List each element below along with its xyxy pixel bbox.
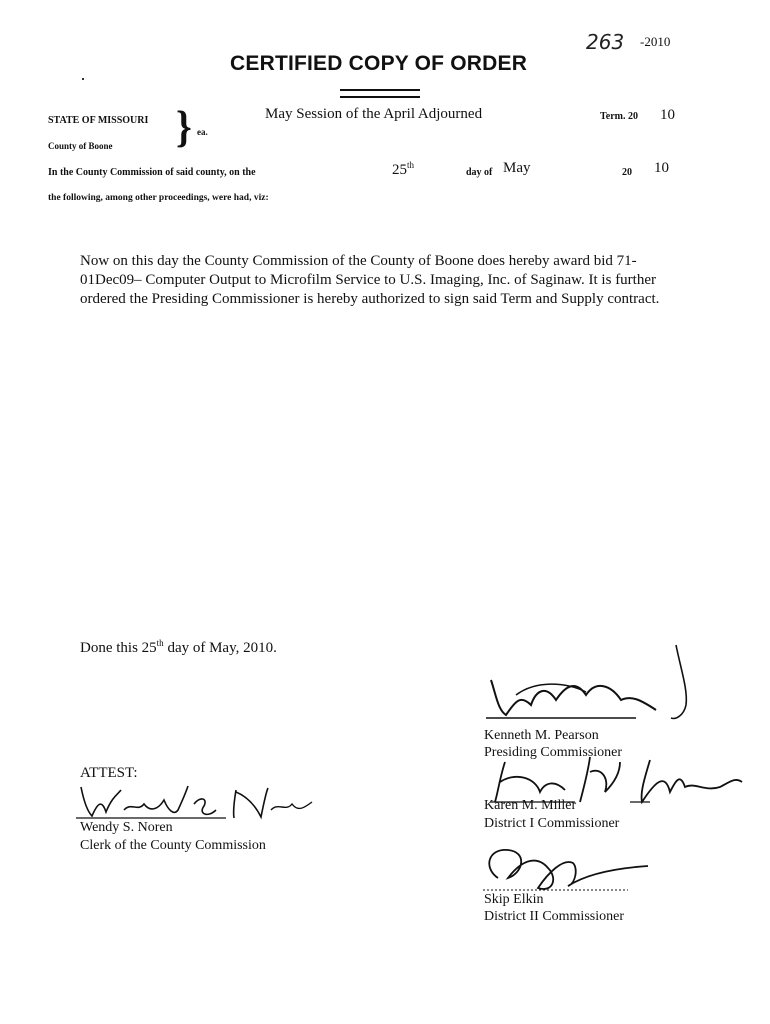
miller-title: District I Commissioner xyxy=(484,816,620,831)
month-value: May xyxy=(503,160,531,176)
document-title: CERTIFIED COPY OF ORDER xyxy=(230,52,528,75)
commission-line: In the County Commission of said county, on the xyxy=(48,167,256,178)
county-label: County of Boone xyxy=(48,141,113,151)
day-value: 25th xyxy=(392,160,415,178)
caption-brace: } xyxy=(176,101,192,152)
session-text: May Session of the April Adjourned xyxy=(265,106,483,122)
term-value: 10 xyxy=(660,107,675,123)
stray-mark xyxy=(82,78,84,80)
elkin-signature xyxy=(478,838,658,898)
order-year-suffix: -2010 xyxy=(640,34,671,49)
noren-name: Wendy S. Noren xyxy=(80,820,173,835)
pearson-signature xyxy=(476,640,716,730)
year-value: 10 xyxy=(654,160,669,176)
state-label: STATE OF MISSOURI xyxy=(48,115,149,126)
order-number-handwritten: 263 xyxy=(586,30,625,54)
ss-label: ea. xyxy=(197,127,208,137)
attest-label: ATTEST: xyxy=(80,765,138,781)
elkin-name: Skip Elkin xyxy=(484,892,544,907)
noren-signature xyxy=(76,782,316,822)
day-of-label: day of xyxy=(466,167,493,178)
year-prefix: 20 xyxy=(622,167,632,178)
miller-name: Karen M. Miller xyxy=(484,798,577,813)
pearson-name: Kenneth M. Pearson xyxy=(484,728,599,743)
pearson-title: Presiding Commissioner xyxy=(484,745,623,760)
term-label: Term. 20 xyxy=(600,111,638,122)
proceedings-line: the following, among other proceedings, were had, viz: xyxy=(48,193,269,203)
noren-title: Clerk of the County Commission xyxy=(80,838,266,853)
order-text: Now on this day the County Commission of the County of Boone does hereby award bid 71-01Dec09– Computer Output to Microfilm Service to U.S. Imaging, Inc. of Saginaw. It is further ordered the Presiding Commissioner is hereby authorized to sign said Term and Supply contract. xyxy=(80,253,660,307)
title-double-rule xyxy=(340,89,420,98)
done-date-line: Done this 25th day of May, 2010. xyxy=(80,638,277,656)
elkin-title: District II Commissioner xyxy=(484,909,624,924)
